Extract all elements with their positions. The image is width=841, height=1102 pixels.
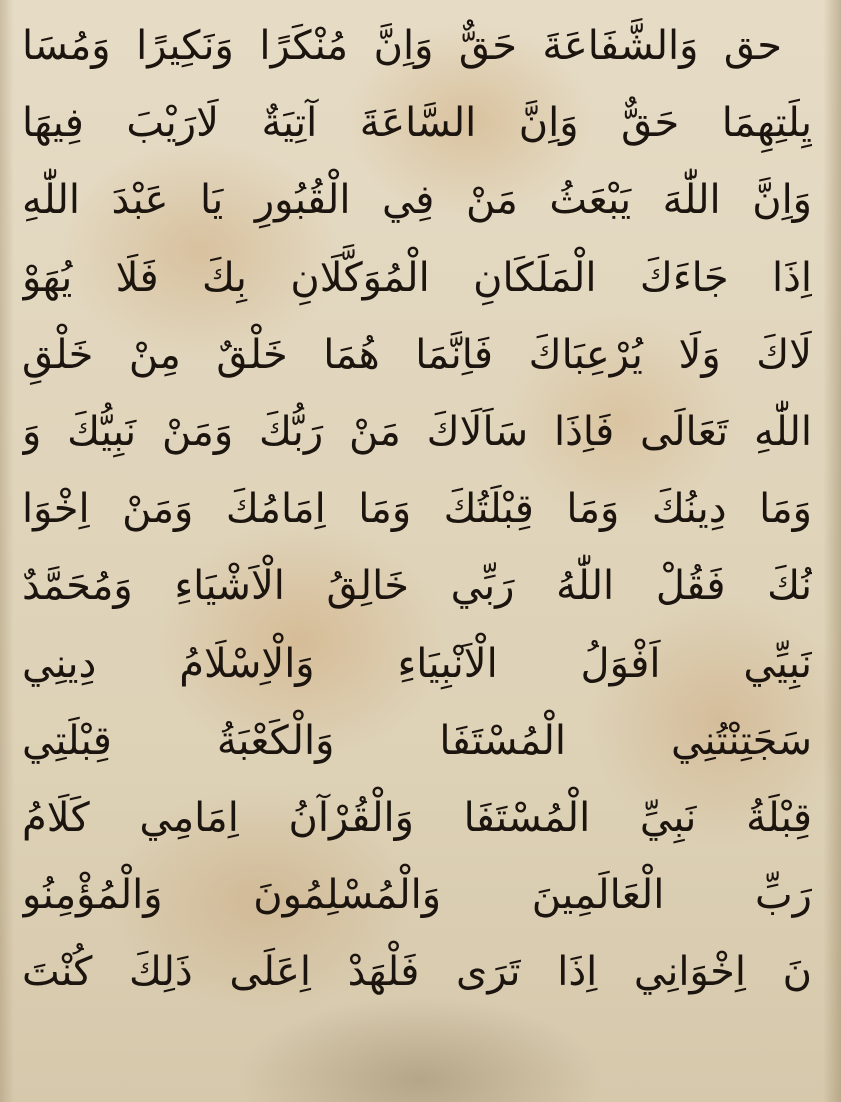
manuscript-line-9: نَبِيِّي اَفْوَلُ الْاَنْبِيَاءِ وَالْاِسْلَامُ دِينِي — [22, 640, 812, 687]
manuscript-line-10: سَجَتِنْتُنِي الْمُسْتَفَا وَالْكَعْبَةُ قِبْلَتِي — [22, 717, 812, 764]
manuscript-line-8: نُكَ فَقُلْ اللّٰهُ رَبِّي خَالِقُ الْاَشْيَاءِ وَمُحَمَّدٌ — [22, 563, 812, 610]
manuscript-text-block — [22, 8, 812, 1011]
manuscript-line-11: قِبْلَةُ نَبِيِّ الْمُسْتَفَا وَالْقُرْآنُ اِمَامِي كَلَامُ — [22, 794, 812, 841]
manuscript-line-4: اِذَا جَاءَكَ الْمَلَكَانِ الْمُوَكَّلَانِ بِكَ فَلَا يُهَوْ — [22, 254, 812, 301]
page-edge-left — [0, 0, 14, 1102]
manuscript-line-12: رَبِّ الْعَالَمِينَ وَالْمُسْلِمُونَ وَالْمُؤْمِنُو — [22, 872, 812, 919]
manuscript-line-6: اللّٰهِ تَعَالَى فَاِذَا سَاَلَاكَ مَنْ رَبُّكَ وَمَنْ نَبِيُّكَ وَ — [22, 408, 812, 455]
manuscript-line-7: وَمَا دِينُكَ وَمَا قِبْلَتُكَ وَمَا اِمَامُكَ وَمَنْ اِخْوَا — [22, 486, 812, 533]
manuscript-line-1: حق وَالشَّفَاعَةَ حَقٌّ وَاِنَّ مُنْكَرًا وَنَكِيرًا وَمُسَا — [22, 23, 782, 69]
manuscript-line-13: نَ اِخْوَانِي اِذَا تَرَى فَلْهَدْ اِعَلَى ذَلِكَ كُنْتَ — [22, 949, 812, 996]
manuscript-line-5: لَاكَ وَلَا يُرْعِبَاكَ فَاِنَّمَا هُمَا خَلْقٌ مِنْ خَلْقِ — [22, 331, 812, 378]
page-edge-right — [823, 0, 841, 1102]
manuscript-line-3: وَاِنَّ اللّٰهَ يَبْعَثُ مَنْ فِي الْقُبُورِ يَا عَبْدَ اللّٰهِ — [22, 177, 812, 224]
manuscript-line-2: يِلَتِهِمَا حَقٌّ وَاِنَّ السَّاعَةَ آتِيَةٌ لَارَيْبَ فِيهَا — [22, 100, 812, 147]
